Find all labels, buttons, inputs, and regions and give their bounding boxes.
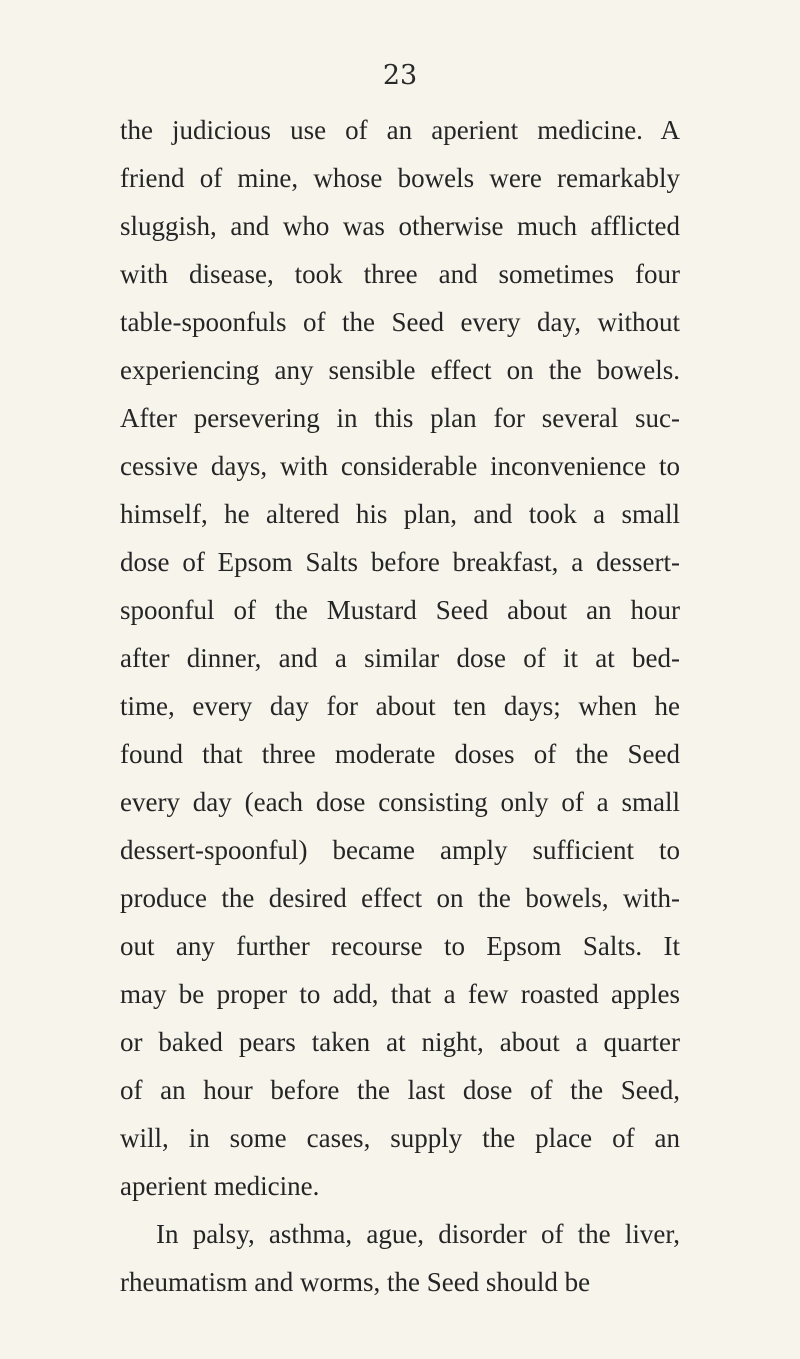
text-line: himself, he altered his plan, and took a small xyxy=(120,499,680,529)
page-number: 23 xyxy=(382,60,418,91)
text-line: or baked pears taken at night, about a quarter xyxy=(120,1027,680,1057)
text-line: spoonful of the Mustard Seed about an hour xyxy=(120,595,680,625)
text-line: table-spoonfuls of the Seed every day, without xyxy=(120,307,680,337)
text-line: dessert-spoonful) became amply sufficient to xyxy=(120,835,680,865)
text-line: after dinner, and a similar dose of it at bed- xyxy=(120,643,680,673)
text-line: After persevering in this plan for several suc- xyxy=(120,403,680,433)
text-line: time, every day for about ten days; when he xyxy=(120,691,680,721)
text-line: dose of Epsom Salts before breakfast, a dessert- xyxy=(120,547,680,577)
text-line: produce the desired effect on the bowels, with- xyxy=(120,883,680,913)
paragraph-end-line: aperient medicine. xyxy=(120,1171,320,1201)
paragraph-start-line: In palsy, asthma, ague, disorder of the liver, xyxy=(156,1219,680,1249)
text-line: of an hour before the last dose of the Seed, xyxy=(120,1075,680,1105)
text-line: out any further recourse to Epsom Salts. It xyxy=(120,931,680,961)
text-line: experiencing any sensible effect on the bowels. xyxy=(120,355,680,385)
text-line: found that three moderate doses of the Seed xyxy=(120,739,680,769)
text-line: cessive days, with considerable inconvenience to xyxy=(120,451,680,481)
text-line: will, in some cases, supply the place of an xyxy=(120,1123,680,1153)
text-line: with disease, took three and sometimes four xyxy=(120,259,680,289)
text-line: sluggish, and who was otherwise much afflicted xyxy=(120,211,680,241)
body-text xyxy=(120,106,680,1306)
text-line: every day (each dose consisting only of a small xyxy=(120,787,680,817)
text-line: may be proper to add, that a few roasted apples xyxy=(120,979,680,1009)
text-line: the judicious use of an aperient medicine. A xyxy=(120,115,680,145)
text-line: friend of mine, whose bowels were remarkably xyxy=(120,163,680,193)
text-line: rheumatism and worms, the Seed should be xyxy=(120,1267,591,1297)
